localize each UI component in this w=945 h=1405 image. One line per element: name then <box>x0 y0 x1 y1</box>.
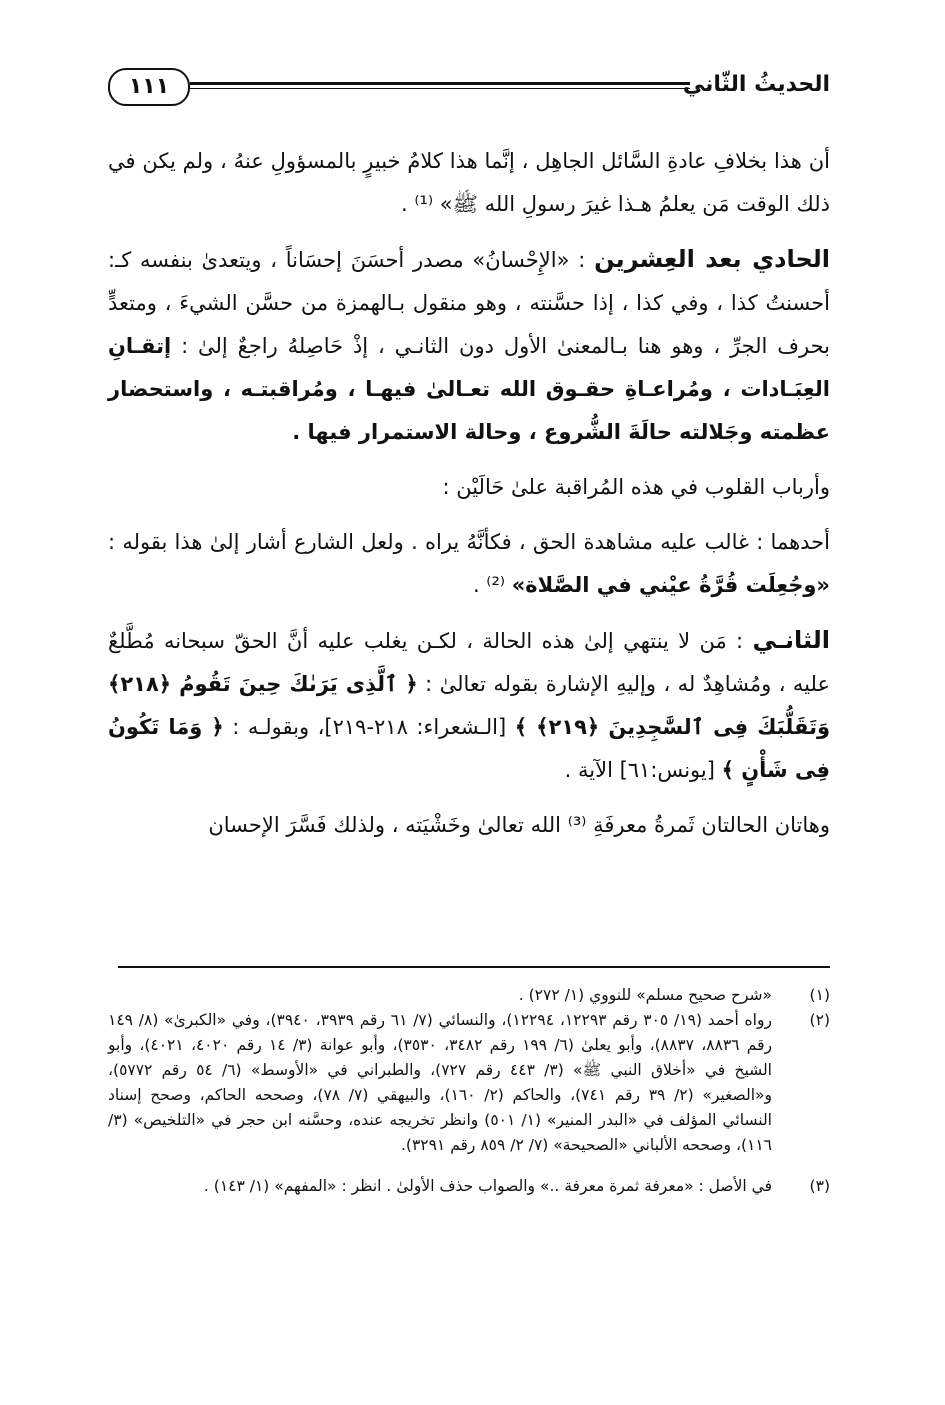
quran-ayah-1: ﴿ ٱلَّذِى يَرَىٰكَ حِينَ تَقُومُ ﴿٢١٨﴾ وَتَقَلُّبَكَ فِى ٱلسَّٰجِدِينَ ﴿٢١٩﴾ ﴾ <box>108 672 831 739</box>
paragraph-4-lead: أحدهما : غالب عليه مشاهدة الحق ، فكأنَّهُ يراه . ولعل الشارع أشار إلىٰ هذا بقوله : <box>108 530 830 554</box>
footnotes <box>108 983 830 1199</box>
footnote-separator <box>118 966 830 968</box>
footnote-item <box>108 1174 830 1199</box>
ayah-ref-2: [يونس:٦١] الآية . <box>564 758 722 782</box>
paragraph-4-tail: ⁽²⁾ . <box>472 573 512 597</box>
paragraph-2-bold: إتقـانِ العِبَـادات ، ومُراعـاةِ حقـوق الله تعـالىٰ فيهـا ، ومُراقبتـه ، واستحضار عظمته وجَلالته حالَةَ الشُّروع ، وحالة الاستمرار فيها . <box>108 334 830 444</box>
footnote-text: «شرح صحيح مسلم» للنووي (١/ ٢٧٢) . <box>518 986 772 1004</box>
paragraph-4 <box>108 521 830 607</box>
section-keyword: الحادي بعد العِشرين <box>594 245 830 273</box>
page-header <box>108 64 830 108</box>
footnote-item <box>108 983 830 1008</box>
footnote-text: رواه أحمد (١٩/ ٣٠٥ رقم ١٢٢٩٣، ١٢٢٩٤)، والنسائي (٧/ ٦١ رقم ٣٩٣٩، ٣٩٤٠)، وفي «الكبرىٰ» (٨/ ١٤٩ رقم ٨٨٣٦، ٨٨٣٧)، وأبو يعلىٰ (٦/ ١٩٩ رقم ٣٤٨٢، ٣٥٣٠)، وأبو عوانة (٣/ ١٤ رقم ٤٠٢٠، ٤٠٢١)، وأبو الشيخ في «أخلاق النبي ﷺ» (٣/ ٤٤٣ رقم ٧٢٧)، والطبراني في «الأوسط» (٦/ ٥٤ رقم ٥٧٧٢)، و«الصغير» (٢/ ٣٩ رقم ٧٤١)، والحاكم (٢/ ١٦٠)، والبيهقي (٧/ ٧٨)، وصححه الحاكم، وصحح إسناد النسائي المؤلف في «البدر المنير» (١/ ٥٠١) وانظر تخريجه عنده، وحسَّنه ابن حجر في «التلخيص» (٣/ ١١٦)، وصححه الألباني «الصحيحة» (٧/ ٢/ ٨٥٩ رقم ٣٢٩١). <box>108 1011 772 1154</box>
running-title: الحديثُ الثّاني <box>682 72 830 97</box>
footnote-number: (١) <box>809 986 830 1004</box>
page-number: ١١١ <box>108 68 190 106</box>
paragraph-5-lead: الثانـي <box>752 626 830 654</box>
footnote-item <box>108 1008 830 1158</box>
footnote-text: في الأصل : «معرفة ثمرة معرفة ..» والصواب حذف الأولىٰ . انظر : «المفهم» (١/ ١٤٣) . <box>203 1177 772 1195</box>
quran-ayah-2: ﴿ وَمَا تَكُونُ فِى شَأْنٍ ﴾ <box>108 715 830 782</box>
paragraph-2-text: : «الإِحْسانُ» مصدر أحسَنَ إحسَاناً ، ويتعدىٰ بنفسه كـ: أحسنتُ كذا ، وفي كذا ، إذا حسَّنته ، وهو منقول بـالهمزة من حسَّن الشيءَ ، ومتعدٍّ بحرف الجرِّ ، وهو هنا بـالمعنىٰ الأول دون الثانـي ، إذْ حَاصِلهُ راجعٌ إلىٰ : <box>108 248 830 358</box>
paragraph-6: وهاتان الحالتان ثَمرةُ معرفَةِ ⁽³⁾ الله تعالىٰ وخَشْيَته ، ولذلك فَسَّرَ الإحسان <box>208 813 830 837</box>
paragraph-2 <box>108 238 830 454</box>
main-text <box>108 140 830 859</box>
paragraph-1: أن هذا بخلافِ عادةِ السَّائل الجاهِل ، إنَّما هذا كلامُ خبيرٍ بالمسؤولِ عنهُ ، ولم يكن في ذلك الوقت مَن يعلمُ هـذا غيرَ رسولِ الله ﷺ» ⁽¹⁾ . <box>108 149 830 216</box>
footnote-number: (٣) <box>809 1177 830 1195</box>
ayah-ref-1: [الـشعراء: ٢١٨-٢١٩]، وبقولـه : <box>223 715 515 739</box>
hadith-quote: «وجُعِلَت قُرَّةُ عيْني في الصَّلاة» <box>511 573 830 597</box>
paragraph-5-text: : مَن لا ينتهي إلىٰ هذه الحالة ، لكـن يغلب عليه أنَّ الحقّ سبحانه مُطَّلعٌ عليه ، ومُشاهِدٌ له ، وإليهِ الإشارة بقوله تعالىٰ : <box>108 629 831 696</box>
header-rule <box>190 82 690 85</box>
header-rule-thin <box>190 88 690 89</box>
paragraph-3: وأرباب القلوب في هذه المُراقبة علىٰ حَالَيْن : <box>442 475 830 499</box>
footnote-number: (٢) <box>809 1011 830 1029</box>
paragraph-5 <box>108 619 830 792</box>
